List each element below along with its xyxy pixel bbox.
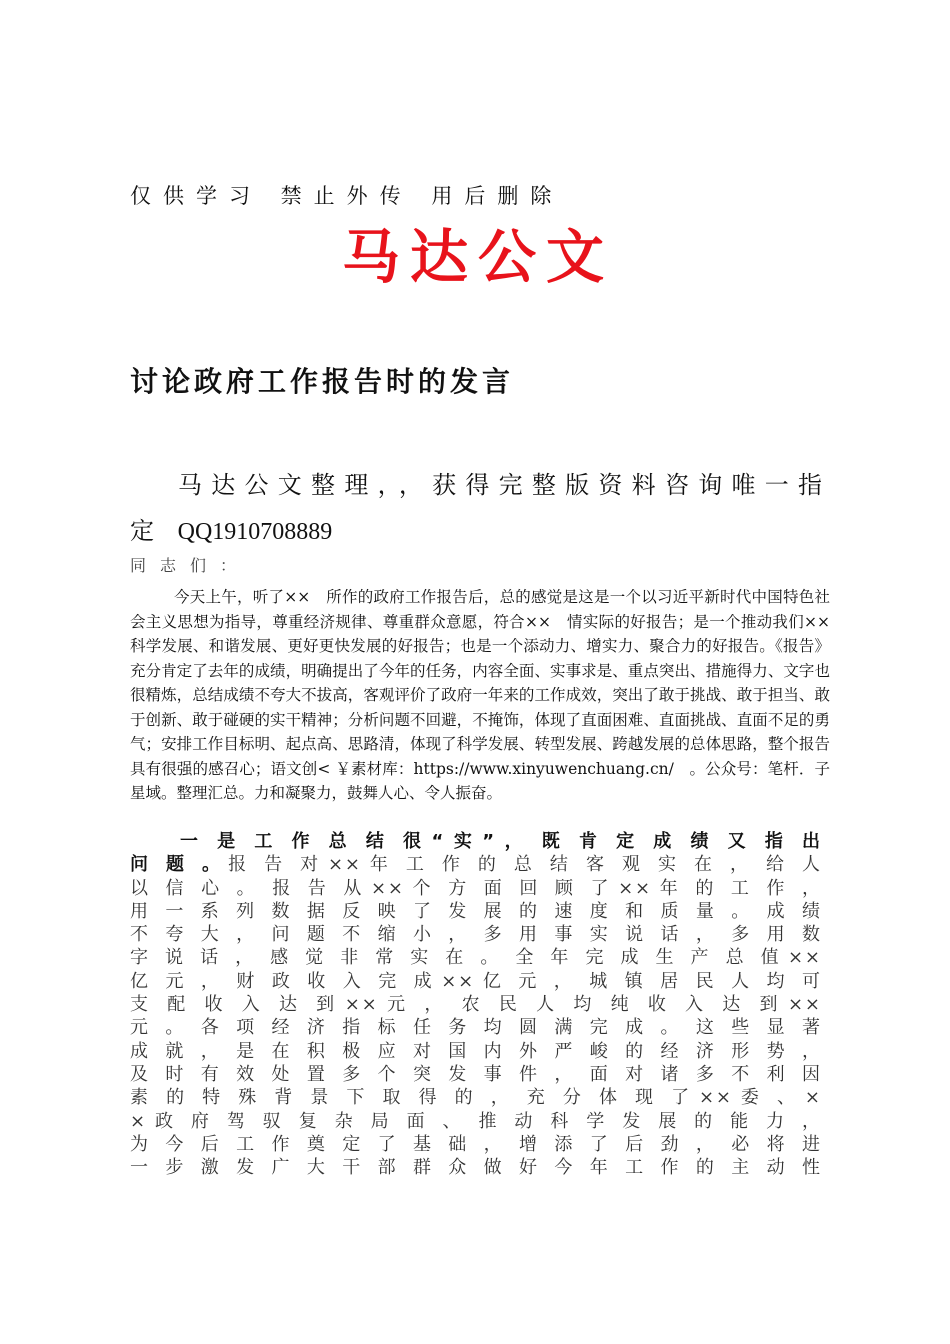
section-line: 字 说 话 ， 感 觉 非 常 实 在 。 全 年 完 成 生 产 总 值 × × [130, 947, 820, 969]
section-line: 亿 元 ， 财 政 收 入 完 成 × × 亿 元 ， 城 镇 居 民 人 均 可 [130, 970, 820, 992]
section-heading-line-2: 问 题 。 [130, 854, 229, 876]
section-line: 及 时 有 效 处 置 多 个 突 发 事 件 ， 面 对 诸 多 不 利 因 [130, 1063, 820, 1085]
section-one [130, 830, 820, 1179]
section-line-text: 报 告 对 × × 年 工 作 的 总 结 客 观 实 在 ， 给 人 [228, 854, 820, 876]
section-line: 用 一 系 列 数 据 反 映 了 发 展 的 速 度 和 质 量 。 成 绩 [130, 900, 820, 922]
document-title: 讨论政府工作报告时的发言 [130, 365, 515, 398]
usage-notice: 仅供学习 禁止外传 用后删除 [130, 184, 564, 208]
lead-text: 马达公文整理，，获得完整版资料咨询唯一指定 [130, 471, 830, 545]
section-line: × 政 府 驾 驭 复 杂 局 面 、 推 动 科 学 发 展 的 能 力 ， [130, 1110, 820, 1132]
section-line: 成 就 ， 是 在 积 极 应 对 国 内 外 严 峻 的 经 济 形 势 ， [130, 1040, 820, 1062]
section-line-1 [130, 853, 820, 876]
section-line: 不 夸 大 ， 问 题 不 缩 小 ， 多 用 事 实 说 话 ， 多 用 数 [130, 924, 820, 946]
section-line: 一 步 激 发 广 大 干 部 群 众 做 好 今 年 工 作 的 主 动 性 [130, 1157, 820, 1179]
brand-logo-text: 马达公文 [342, 223, 615, 291]
body-paragraph-1: 今天上午，听了×× 所作的政府工作报告后，总的感觉是这是一个以习近平新时代中国特色社会主义思想为指导，尊重经济规律、尊重群众意愿，符合×× 情实际的好报告；是一个推动我们×× 科学发展、和谐发展、更好更快发展的好报告；也是一个添动力、增实力、聚合力的好报告。《报告》充分肯定了去年的成绩，明确提出了今年的任务，内容全面、实事求是、重点突出、措施得力、文字也很精炼，总结成绩不夸大不拔高，客观评价了政府一年来的工作成效，突出了敢于挑战、敢于担当、敢于创新、敢于碰硬的实干精神；分析问题不回避，不掩饰，体现了直面困难、直面挑战、直面不足的勇气；安排工作目标明、起点高、思路清，体现了科学发展、转型发展、跨越发展的总体思路，整个报告具有很强的感召心；语文创< ￥素材库：https://www.xinyuwenchuang.cn/ 。公众号：笔杆．子星域。整理汇总。力和凝聚力，鼓舞人心、令人振奋。 [130, 588, 846, 802]
section-line: 素 的 特 殊 背 景 下 取 得 的 ， 充 分 体 现 了 × × 委 、 × [130, 1087, 820, 1109]
section-line: 支 配 收 入 达 到 × × 元 ， 农 民 人 均 纯 收 入 达 到 × × [130, 994, 820, 1016]
section-heading-line-1: 一 是 工 作 总 结 很 “ 实 ” ， 既 肯 定 成 绩 又 指 出 [180, 831, 820, 852]
section-line: 元 。 各 项 经 济 指 标 任 务 均 圆 满 完 成 。 这 些 显 著 [130, 1017, 820, 1039]
greeting: 同志们： [130, 556, 251, 575]
lead-qq: QQ1910708889 [177, 519, 333, 545]
section-line: 以 信 心 。 报 告 从 × × 个 方 面 回 顾 了 × × 年 的 工 作 ， [130, 877, 820, 899]
lead-paragraph [130, 462, 830, 555]
section-line: 为 今 后 工 作 奠 定 了 基 础 ， 增 添 了 后 劲 ， 必 将 进 [130, 1133, 820, 1155]
